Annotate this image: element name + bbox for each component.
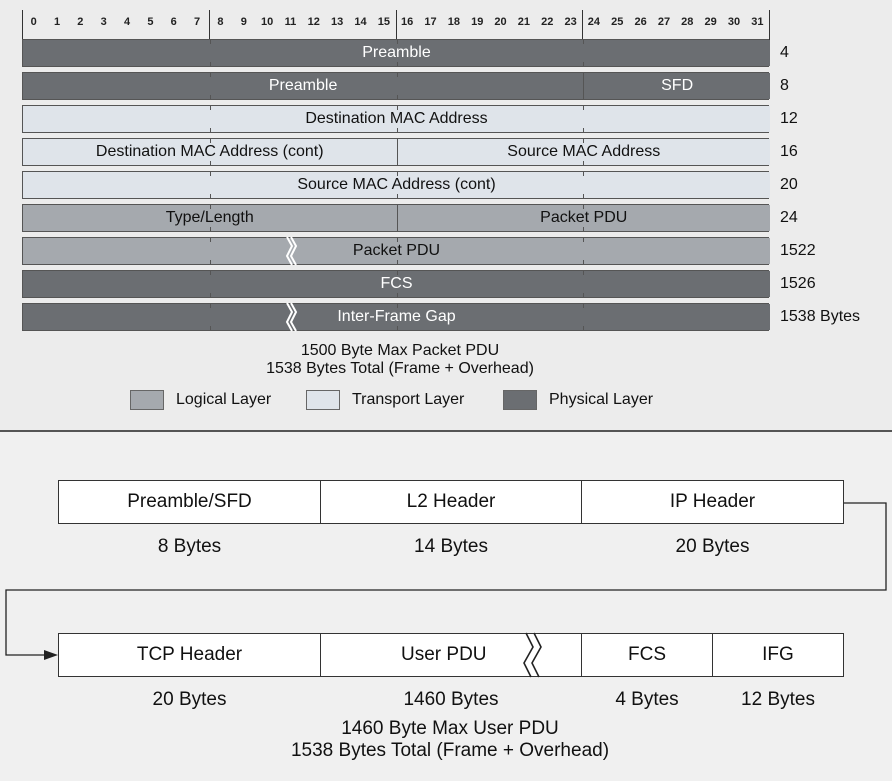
octet-tick [583, 106, 584, 110]
octet-tick [210, 128, 211, 132]
octet-tick [397, 304, 398, 308]
octet-tick [210, 227, 211, 231]
bit-number-9: 9 [240, 16, 247, 28]
octet-tick [397, 326, 398, 330]
octet-tick [583, 293, 584, 297]
octet-tick [397, 271, 398, 275]
summary-size-preamble-sfd: 8 Bytes [157, 536, 222, 557]
field-break-icon [284, 236, 298, 266]
layout-caption-line1: 1500 Byte Max Packet PDU [300, 342, 500, 359]
octet-tick [210, 205, 211, 209]
bit-number-11: 11 [284, 16, 297, 28]
bit-number-7: 7 [194, 16, 201, 28]
octet-tick [397, 73, 398, 77]
frame-field: Packet PDU [23, 238, 770, 264]
legend-label-physical: Physical Layer [549, 391, 654, 408]
bit-number-28: 28 [681, 16, 694, 28]
frame-row [22, 138, 769, 166]
octet-tick [397, 40, 398, 44]
octet-tick [210, 161, 211, 165]
bit-number-6: 6 [170, 16, 177, 28]
octet-tick [210, 95, 211, 99]
row-byte-count: 4 [780, 44, 789, 61]
field-break-icon [284, 302, 298, 332]
octet-boundary-line [396, 10, 397, 40]
bit-number-29: 29 [704, 16, 717, 28]
octet-tick [210, 260, 211, 264]
frame-field: Inter-Frame Gap [23, 304, 770, 330]
bit-number-0: 0 [30, 16, 37, 28]
frame-row [22, 105, 769, 133]
bit-number-27: 27 [657, 16, 671, 28]
octet-tick [210, 73, 211, 77]
legend-swatch-physical [503, 390, 537, 410]
bit-number-23: 23 [564, 16, 577, 28]
octet-tick [583, 205, 584, 209]
bit-number-25: 25 [611, 16, 624, 28]
user-pdu-break-icon [520, 631, 544, 679]
bit-number-19: 19 [471, 16, 484, 28]
octet-tick [583, 62, 584, 66]
row-byte-count: 12 [780, 110, 798, 127]
bit-number-2: 2 [77, 16, 84, 28]
octet-tick [210, 139, 211, 143]
bit-number-3: 3 [100, 16, 107, 28]
frame-field: Source MAC Address [397, 139, 771, 165]
octet-tick [397, 260, 398, 264]
octet-tick [583, 238, 584, 242]
octet-tick [397, 238, 398, 242]
bit-number-8: 8 [217, 16, 224, 28]
frame-row [22, 171, 769, 199]
octet-tick [583, 271, 584, 275]
octet-tick [210, 326, 211, 330]
frame-row [22, 270, 769, 298]
row-byte-count: 1538 Bytes [780, 308, 861, 325]
row-byte-count: 24 [780, 209, 798, 226]
frame-row [22, 204, 769, 232]
summary-size-ifg: 12 Bytes [741, 689, 815, 710]
frame-row [22, 237, 769, 265]
legend-swatch-transport [306, 390, 340, 410]
legend-label-transport: Transport Layer [352, 391, 465, 408]
frame-summary-panel [0, 432, 892, 781]
summary-field-l2-header: L2 Header [320, 480, 582, 524]
octet-tick [397, 194, 398, 198]
bit-number-15: 15 [377, 16, 390, 28]
octet-tick [210, 62, 211, 66]
bit-number-16: 16 [401, 16, 414, 28]
frame-field: Destination MAC Address (cont) [23, 139, 397, 165]
octet-tick [210, 40, 211, 44]
summary-size-fcs: 4 Bytes [615, 689, 679, 710]
bit-number-13: 13 [331, 16, 344, 28]
bit-number-14: 14 [354, 16, 367, 28]
octet-tick [583, 139, 584, 143]
frame-field: Preamble [23, 73, 583, 99]
summary-size-tcp-header: 20 Bytes [152, 689, 227, 710]
bit-number-18: 18 [447, 16, 460, 28]
octet-tick [210, 238, 211, 242]
octet-boundary-line [769, 10, 770, 40]
octet-tick [210, 293, 211, 297]
bit-number-10: 10 [260, 16, 274, 28]
row-byte-count: 16 [780, 143, 798, 160]
octet-tick [210, 271, 211, 275]
summary-field-ifg: IFG [712, 633, 844, 677]
bit-number-17: 17 [424, 16, 437, 28]
summary-size-user-pdu: 1460 Bytes [403, 689, 499, 710]
bit-number-22: 22 [541, 16, 554, 28]
frame-field: Type/Length [23, 205, 397, 231]
octet-tick [583, 260, 584, 264]
octet-tick [210, 106, 211, 110]
octet-tick [210, 304, 211, 308]
bit-number-1: 1 [53, 16, 61, 28]
octet-boundary-line [209, 10, 210, 40]
bit-number-21: 21 [517, 16, 531, 28]
octet-tick [210, 172, 211, 176]
octet-tick [583, 172, 584, 176]
summary-caption-line1: 1460 Byte Max User PDU [341, 718, 559, 739]
frame-row [22, 39, 769, 67]
octet-tick [397, 106, 398, 110]
octet-tick [210, 194, 211, 198]
summary-field-fcs: FCS [581, 633, 713, 677]
octet-tick [397, 293, 398, 297]
octet-tick [583, 227, 584, 231]
row-byte-count: 20 [780, 176, 798, 193]
octet-tick [583, 40, 584, 44]
bit-number-26: 26 [634, 16, 647, 28]
summary-size-ip-header: 20 Bytes [675, 536, 750, 557]
frame-row [22, 72, 769, 100]
octet-tick [583, 326, 584, 330]
bit-number-20: 20 [494, 16, 507, 28]
frame-row [22, 303, 769, 331]
octet-tick [583, 128, 584, 132]
octet-tick [397, 172, 398, 176]
frame-field: SFD [583, 73, 770, 99]
bit-number-4: 4 [123, 16, 131, 28]
octet-boundary-line [22, 10, 23, 40]
bit-number-5: 5 [147, 16, 154, 28]
bit-number-30: 30 [727, 16, 741, 28]
octet-tick [583, 304, 584, 308]
octet-tick [583, 161, 584, 165]
legend-label-logical: Logical Layer [176, 391, 272, 408]
bit-number-24: 24 [587, 16, 601, 28]
row-byte-count: 1526 [780, 275, 816, 292]
summary-field-tcp-header: TCP Header [58, 633, 321, 677]
summary-field-user-pdu: User PDU [320, 633, 582, 677]
layout-caption-line2: 1538 Bytes Total (Frame + Overhead) [266, 360, 534, 377]
frame-field: Source MAC Address (cont) [23, 172, 770, 198]
bit-number-31: 31 [751, 16, 764, 28]
summary-size-l2-header: 14 Bytes [414, 536, 488, 557]
summary-field-ip-header: IP Header [581, 480, 844, 524]
summary-caption-line2: 1538 Bytes Total (Frame + Overhead) [290, 740, 610, 761]
summary-field-preamble-sfd: Preamble/SFD [58, 480, 321, 524]
octet-tick [397, 95, 398, 99]
octet-boundary-line [582, 10, 583, 40]
bit-number-12: 12 [307, 16, 320, 28]
frame-field: FCS [23, 271, 770, 297]
row-byte-count: 1522 [780, 242, 816, 259]
row-byte-count: 8 [780, 77, 789, 94]
octet-tick [583, 194, 584, 198]
frame-field: Preamble [23, 40, 770, 66]
frame-field: Packet PDU [397, 205, 771, 231]
legend-swatch-logical [130, 390, 164, 410]
octet-tick [397, 128, 398, 132]
octet-tick [397, 62, 398, 66]
frame-field: Destination MAC Address [23, 106, 770, 132]
